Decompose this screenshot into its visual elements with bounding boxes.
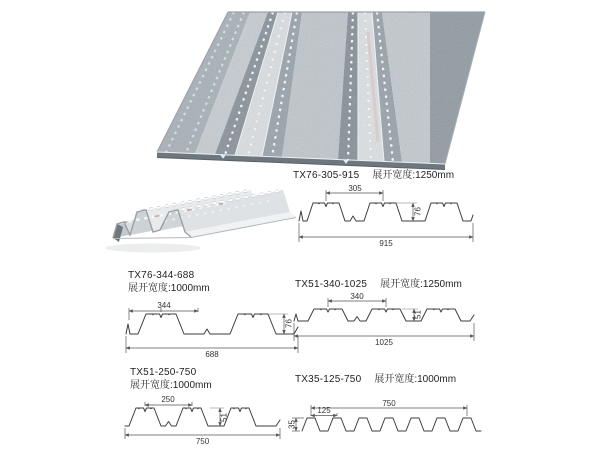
unfold-width-label: 展开宽度:1250mm	[372, 170, 455, 181]
model-label: TX35-125-750	[295, 374, 362, 385]
dim-cover-label: 750	[195, 437, 210, 446]
model-label: TX51-340-1025	[295, 279, 368, 290]
diagram-tx76-305-915	[293, 170, 489, 256]
dim-cover-label: 750	[382, 398, 396, 408]
dim-cover-label: 688	[205, 350, 219, 359]
dim-height-label: 51	[219, 413, 229, 422]
dim-height-label: 76	[284, 319, 294, 328]
profile-drawing	[122, 294, 308, 359]
model-label: TX76-344-688	[128, 270, 195, 281]
unfold-width-label: 展开宽度:1000mm	[128, 283, 210, 294]
dim-height-label: 76	[413, 207, 423, 216]
dim-height-label: 51	[413, 310, 423, 319]
profile-drawing	[288, 388, 492, 438]
unfold-width-label: 展开宽度:1250mm	[380, 279, 462, 290]
dim-cover-label: 1025	[375, 338, 393, 347]
dim-pitch-label: 340	[350, 292, 364, 301]
diagram-tx76-344-688	[122, 270, 308, 358]
dim-pitch-label: 250	[161, 395, 175, 404]
profile-drawing	[122, 391, 294, 449]
unfold-width-label: 展开宽度:1000mm	[130, 380, 212, 391]
diagram-label	[130, 367, 294, 391]
model-label: TX51-250-750	[130, 367, 197, 378]
profile-drawing	[288, 291, 488, 349]
model-label: TX76-305-915	[293, 170, 360, 181]
dim-pitch-label: 344	[157, 301, 171, 310]
deck-photo-main	[100, 2, 500, 170]
deck-grain-texture	[157, 12, 485, 169]
diagram-tx51-250-750	[122, 367, 294, 449]
dim-height-label: 35	[287, 420, 297, 429]
unfold-width-label: 展开宽度:1000mm	[374, 374, 457, 385]
dim-pitch-label: 125	[317, 406, 331, 415]
diagram-label	[293, 170, 489, 181]
diagram-tx35-125-750	[288, 374, 492, 444]
diagram-label	[295, 374, 492, 385]
dim-pitch-label: 305	[348, 184, 362, 193]
dim-cover-label: 915	[379, 239, 393, 248]
diagram-label	[128, 270, 308, 294]
sample-shadow	[105, 244, 201, 253]
profile-drawing	[293, 181, 489, 251]
diagram-label	[295, 279, 488, 290]
diagram-tx51-340-1025	[288, 279, 488, 353]
deck-photo-small	[95, 172, 305, 262]
